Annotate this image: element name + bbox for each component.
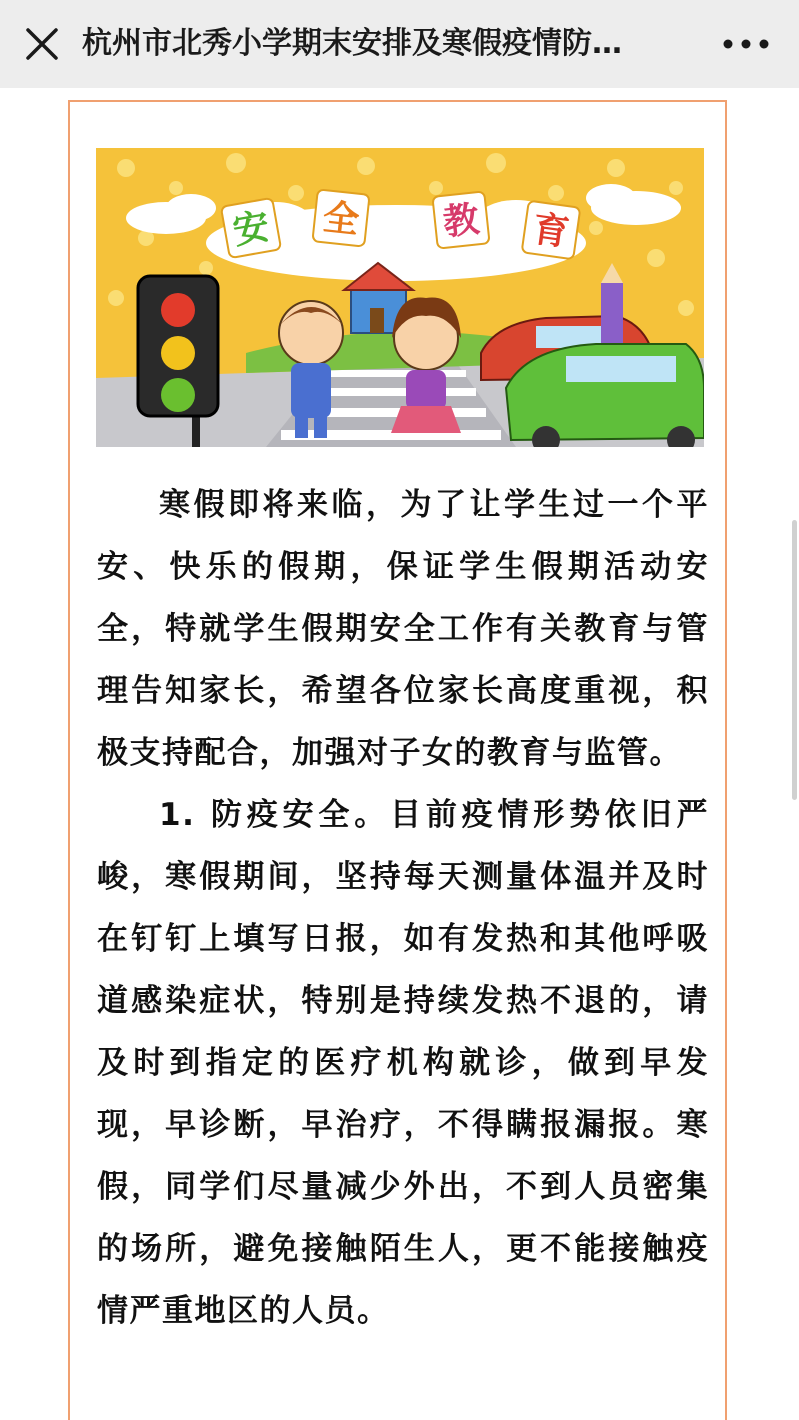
banner-char-4: 育 (530, 208, 572, 255)
close-icon (22, 24, 62, 64)
top-bar (0, 0, 799, 88)
close-button[interactable] (22, 24, 62, 64)
paragraph-intro: 寒假即将来临，为了让学生过一个平安、快乐的假期，保证学生假期活动安全，特就学生假期安全工作有关教育与管理告知家长，希望各位家长高度重视，积极支持配合，加强对子女的教育与监管。 (97, 487, 709, 771)
more-dots-icon (716, 24, 776, 64)
banner-char-2: 全 (320, 197, 361, 242)
banner-char-3: 教 (441, 199, 482, 244)
article-frame (68, 100, 727, 1420)
page-title: 杭州市北秀小学期末安排及寒假疫情防… (82, 26, 622, 61)
paragraph-epidemic-safety: 1. 防疫安全。目前疫情形势依旧严峻，寒假期间，坚持每天测量体温并及时在钉钉上填写日报，如有发热和其他呼吸道感染症状，特别是持续发热不退的，请及时到指定的医疗机构就诊，做到早发现，早诊断，早治疗，不得瞒报漏报。寒假，同学们尽量减少外出，不到人员密集的场所，避免接触陌生人，更不能接触疫情严重地区的人员。 (97, 797, 709, 1329)
banner-char-1: 安 (229, 206, 273, 253)
scrollbar[interactable] (792, 520, 797, 800)
safety-education-banner (96, 148, 704, 447)
article-body (97, 474, 709, 1342)
more-button[interactable] (716, 24, 776, 64)
